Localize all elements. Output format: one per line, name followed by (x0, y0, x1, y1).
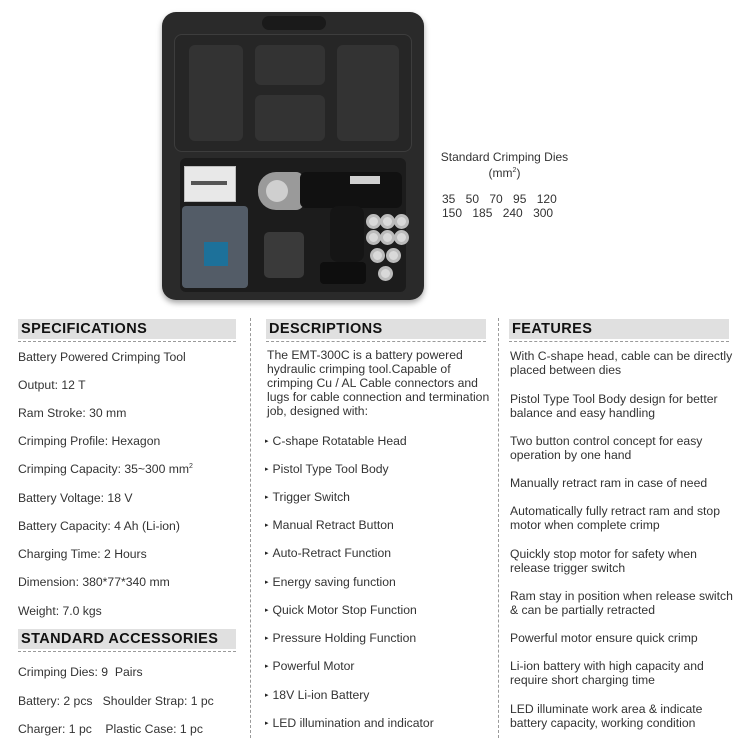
shoulder-strap (320, 262, 366, 284)
charger-bag (182, 206, 248, 288)
spec-item: Battery Capacity: 4 Ah (Li-ion) (18, 519, 180, 533)
spec-item-capacity: Crimping Capacity: 35~300 $mm^2$ (18, 462, 193, 476)
bullet-icon: ▸ (265, 692, 269, 699)
column-divider (498, 318, 499, 738)
case-tray (180, 158, 406, 292)
bullet-icon: ▸ (265, 635, 269, 642)
dies-title: Standard Crimping Dies (440, 150, 569, 164)
description-item: ▸ Pressure Holding Function (265, 631, 417, 645)
bullet-icon: ▸ (265, 438, 269, 445)
spec-item: Battery Powered Crimping Tool (18, 350, 186, 364)
feature-item: Pistol Type Tool Body design for better balance and easy handling (510, 392, 718, 420)
product-photo (162, 12, 424, 300)
lid-rib (255, 45, 325, 85)
spec-item: Ram Stroke: 30 mm (18, 406, 127, 420)
spec-item: Output: 12 T (18, 378, 86, 392)
case-handle (262, 16, 326, 30)
features-heading: FEATURES (509, 319, 729, 339)
spec-item: Battery Voltage: 18 V (18, 491, 133, 505)
dies-sizes-row: 35 50 70 95 120 (442, 192, 557, 206)
description-item: ▸ 18V Li-ion Battery (265, 688, 370, 702)
feature-item: Automatically fully retract ram and stop motor when complete crimp (510, 504, 720, 532)
description-item: ▸ Energy saving function (265, 575, 396, 589)
accessories-heading: STANDARD ACCESSORIES (18, 629, 236, 649)
description-item: ▸ Trigger Switch (265, 490, 350, 504)
bullet-icon: ▸ (265, 522, 269, 529)
feature-item: LED illuminate work area & indicate battery capacity, working condition (510, 702, 703, 730)
descriptions-heading: DESCRIPTIONS (266, 319, 486, 339)
feature-item: Quickly stop motor for safety when release trigger switch (510, 547, 697, 575)
feature-item: Powerful motor ensure quick crimp (510, 631, 698, 645)
lid-rib (337, 45, 399, 141)
feature-item: Manually retract ram in case of need (510, 476, 708, 490)
feature-item: With C-shape head, cable can be directly placed between dies (510, 349, 733, 377)
specifications-heading: SPECIFICATIONS (18, 319, 236, 339)
spec-item: Weight: 7.0 kgs (18, 604, 102, 618)
spec-item: Charging Time: 2 Hours (18, 547, 147, 561)
accessory-item: Battery: 2 pcs Shoulder Strap: 1 pc (18, 694, 214, 708)
feature-item: Li-ion battery with high capacity and require short charging time (510, 659, 704, 687)
bullet-icon: ▸ (265, 579, 269, 586)
bullet-icon: ▸ (265, 720, 269, 727)
description-item: ▸ C-shape Rotatable Head (265, 434, 407, 448)
lid-rib (189, 45, 243, 141)
descriptions-intro: The EMT-300C is a battery powered hydraulic crimping tool.Capable of crimping Cu / AL Cable connectors and lugs for cable connection and termination job, designed with: (267, 348, 490, 418)
bullet-icon: ▸ (265, 494, 269, 501)
description-item: ▸ LED illumination and indicator (265, 716, 434, 730)
spec-item: Crimping Profile: Hexagon (18, 434, 161, 448)
divider (266, 341, 486, 342)
dies-label (422, 150, 612, 220)
tool-body (300, 172, 402, 208)
feature-item: Ram stay in position when release switch & can be partially retracted (510, 589, 733, 617)
bullet-icon: ▸ (265, 550, 269, 557)
spec-item: Dimension: 380*77*340 mm (18, 575, 170, 589)
bullet-icon: ▸ (265, 663, 269, 670)
feature-item: Two button control concept for easy operation by one hand (510, 434, 703, 462)
dies-unit: $(mm^2)$ (488, 166, 521, 180)
accessory-item: Charger: 1 pc Plastic Case: 1 pc (18, 722, 203, 736)
description-item: ▸ Auto-Retract Function (265, 546, 392, 560)
divider (18, 341, 236, 342)
bullet-icon: ▸ (265, 466, 269, 473)
description-item: ▸ Powerful Motor (265, 659, 355, 673)
divider (18, 651, 236, 652)
crimping-dies (366, 214, 406, 284)
case-lid (174, 34, 412, 152)
description-item: ▸ Manual Retract Button (265, 518, 394, 532)
dies-sizes-row: 150 185 240 300 (442, 206, 554, 220)
dies-sizes (422, 192, 612, 220)
accessory-item: Crimping Dies: 9 Pairs (18, 665, 143, 679)
tool-grip (330, 206, 364, 262)
column-divider (250, 318, 251, 738)
tool-crimping-head (258, 172, 304, 210)
description-item: ▸ Pistol Type Tool Body (265, 462, 389, 476)
bullet-icon: ▸ (265, 607, 269, 614)
description-item: ▸ Quick Motor Stop Function (265, 603, 417, 617)
battery-pack (264, 232, 304, 278)
lid-rib (255, 95, 325, 141)
manual-booklet (184, 166, 236, 202)
divider (509, 341, 729, 342)
